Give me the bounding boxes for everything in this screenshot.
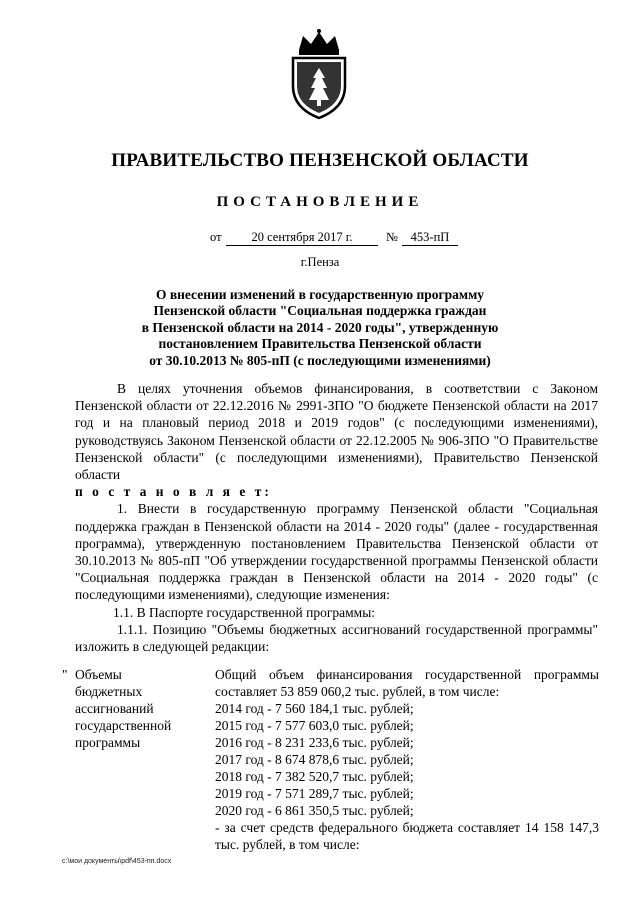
funding-year: 2020 год - 6 861 350,5 тыс. рублей; bbox=[215, 803, 414, 818]
document-subject bbox=[90, 287, 550, 369]
label-line: ассигнований bbox=[75, 701, 154, 716]
subject-line: от 30.10.2013 № 805-пП (с последующими изменениями) bbox=[149, 352, 491, 368]
coat-of-arms-icon bbox=[283, 28, 355, 120]
funding-year: 2015 год - 7 577 603,0 тыс. рублей; bbox=[215, 718, 414, 733]
number-sign: № bbox=[386, 230, 398, 244]
document-number: 453-пП bbox=[402, 230, 458, 246]
item-1-1-paragraph: 1.1. В Паспорте государственной программы: bbox=[113, 604, 376, 620]
label-line: государственной bbox=[75, 718, 172, 733]
document-date: 20 сентября 2017 г. bbox=[226, 230, 378, 246]
passport-content-cell bbox=[215, 666, 599, 853]
funding-total: Общий объем финансирования государственной программы составляет 53 859 060,2 тыс. рублей, в том числе: bbox=[215, 667, 599, 699]
label-line: Объемы bbox=[75, 667, 122, 682]
preamble-paragraph: В целях уточнения объемов финансирования, в соответствии с Законом Пензенской области от 22.12.2016 № 2991-ЗПО "О бюджете Пензенской области на 2017 год и на плановый период 2018 и 2019 годов" (с последующими изменениями), руководствуясь Законом Пензенской области от 22.12.2005 № 906-ЗПО "О Правительстве Пензенской области" (с последующими изменениями), Правительство Пензенской области bbox=[75, 381, 598, 483]
open-quote: " bbox=[62, 667, 68, 682]
from-label: от bbox=[210, 230, 222, 244]
document-body bbox=[75, 380, 598, 655]
funding-year: 2014 год - 7 560 184,1 тыс. рублей; bbox=[215, 701, 414, 716]
government-title: ПРАВИТЕЛЬСТВО ПЕНЗЕНСКОЙ ОБЛАСТИ bbox=[111, 150, 529, 171]
file-path-footer: c:\мои документы\pdf\453-пп.docx bbox=[62, 858, 172, 865]
subject-line: постановлением Правительства Пензенской области bbox=[158, 336, 482, 352]
item-1-1-1-paragraph: 1.1.1. Позицию "Объемы бюджетных ассигнований государственной программы" изложить в следующей редакции: bbox=[75, 621, 598, 655]
subject-line: Пензенской области "Социальная поддержка граждан bbox=[153, 303, 487, 319]
federal-funding: - за счет средств федерального бюджета составляет 14 158 147,3 тыс. рублей, в том числе: bbox=[215, 820, 599, 852]
funding-year: 2018 год - 7 382 520,7 тыс. рублей; bbox=[215, 769, 414, 784]
subject-line: О внесении изменений в государственную программу bbox=[155, 287, 485, 302]
decree-word: п о с т а н о в л я е т: bbox=[75, 484, 272, 500]
city: г.Пенза bbox=[300, 255, 340, 269]
date-number-line bbox=[0, 230, 640, 248]
document-type: ПОСТАНОВЛЕНИЕ bbox=[216, 194, 424, 210]
subject-line: в Пензенской области на 2014 - 2020 годы", утвержденную bbox=[141, 319, 499, 335]
item-1-paragraph: 1. Внести в государственную программу Пензенской области "Социальная поддержка граждан в Пензенской области на 2014 - 2020 годы" (далее - государственная программа), утвержденную постановлением Правительства Пензенской области от 30.10.2013 № 805-пП "Об утверждении государственной программы Пензенской области "Социальная поддержка граждан в Пензенской области на 2014 - 2020 годы" (с последующими изменениями), следующие изменения: bbox=[75, 501, 598, 603]
funding-year: 2016 год - 8 231 233,6 тыс. рублей; bbox=[215, 735, 414, 750]
funding-year: 2019 год - 7 571 289,7 тыс. рублей; bbox=[215, 786, 414, 801]
funding-year: 2017 год - 8 674 878,6 тыс. рублей; bbox=[215, 752, 414, 767]
label-line: программы bbox=[75, 735, 141, 750]
label-line: бюджетных bbox=[75, 684, 143, 699]
